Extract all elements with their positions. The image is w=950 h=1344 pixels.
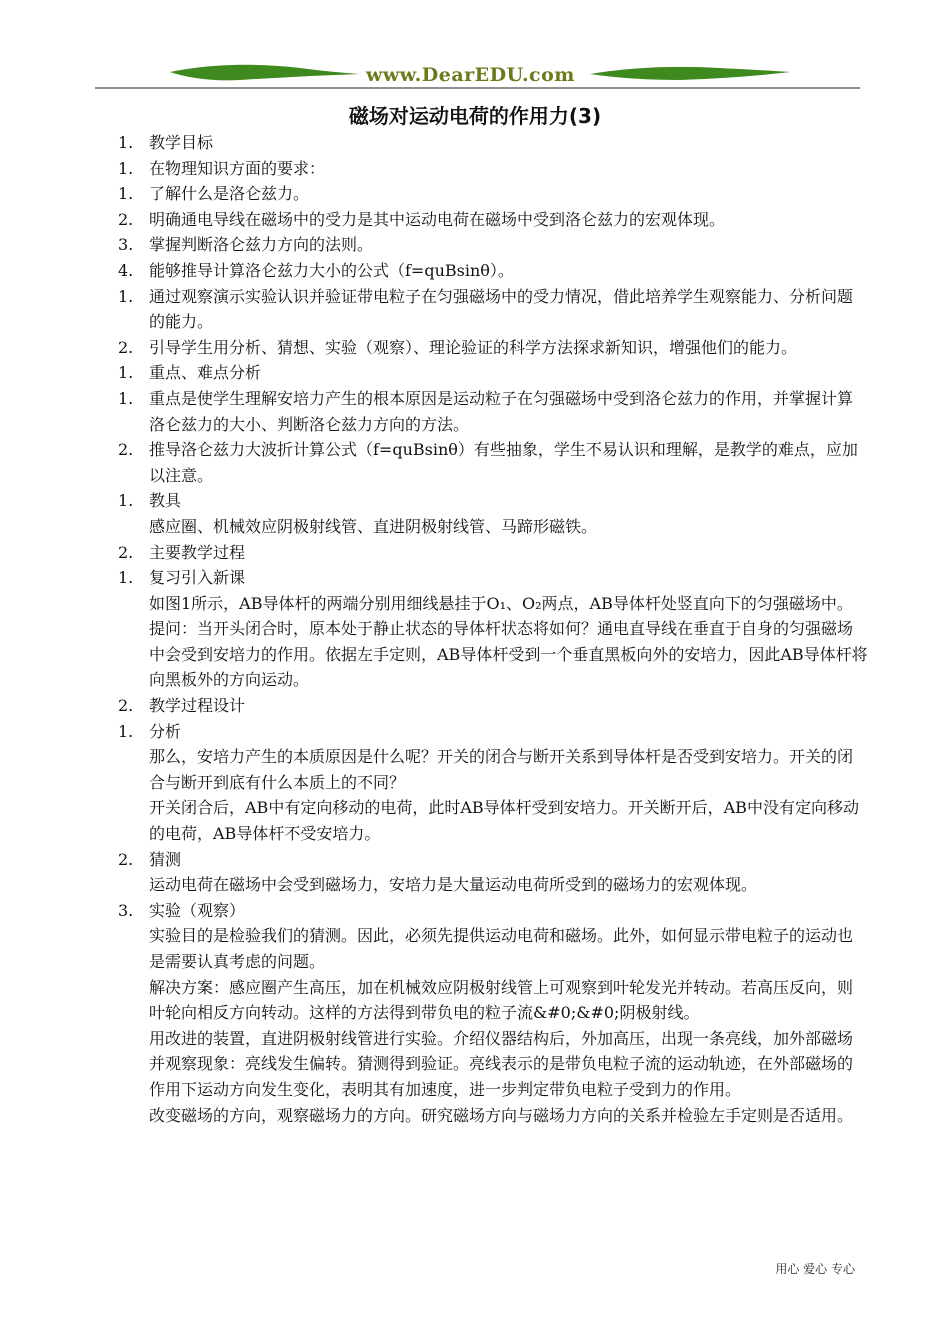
- document-body: [118, 130, 868, 1128]
- list-item-number: 2.: [118, 209, 134, 229]
- list-item-text: 推导洛仑兹力大波折计算公式（f=quBsinθ）有些抽象，学生不易认识和理解，是教学的难点，应加以注意。: [149, 440, 858, 485]
- list-item: [118, 719, 868, 745]
- list-item-number: 2.: [118, 849, 134, 869]
- list-item: [118, 693, 868, 719]
- list-item: [118, 335, 868, 361]
- list-item: [118, 565, 868, 591]
- list-item-number: 3.: [118, 900, 134, 920]
- list-item-number: 1.: [118, 491, 134, 511]
- list-item-text: 猜测: [149, 849, 182, 869]
- list-item-number: 1.: [118, 184, 134, 204]
- list-item-text: 了解什么是洛仑兹力。: [149, 184, 310, 204]
- list-item-number: 1.: [118, 568, 134, 588]
- site-header: [0, 52, 950, 92]
- list-item-text: 解决方案：感应圈产生高压，加在机械效应阴极射线管上可观察到叶轮发光并转动。若高压反向，则叶轮向相反方向转动。这样的方法得到带负电的粒子流&#0;&#0;阴极射线。: [149, 977, 854, 1023]
- list-item-number: 2.: [118, 440, 134, 460]
- site-logo-text[interactable]: www.DearEDU.com: [362, 64, 579, 86]
- list-item-text: 如图1所示，AB导体杆的两端分别用细线悬挂于O₁、O₂两点，AB导体杆处竖直向下的匀强磁场中。提问：当开头闭合时，原本处于静止状态的导体杆状态将如何？通电直导线在垂直于自身的匀强磁场中会受到安培力的作用。依据左手定则，AB导体杆受到一个垂直黑板向外的安培力，因此AB导体杆将向黑板外的方向运动。: [149, 593, 868, 690]
- body-paragraph: [118, 514, 868, 540]
- list-item-text: 复习引入新课: [149, 568, 246, 588]
- list-item-text: 教学目标: [149, 133, 214, 152]
- list-item: [118, 360, 868, 386]
- list-item: [118, 258, 868, 284]
- list-item-text: 在物理知识方面的要求：: [149, 158, 326, 178]
- page-footer: 用心 爱心 专心: [775, 1262, 855, 1276]
- body-paragraph: [118, 872, 868, 898]
- list-item-text: 实验（观察）: [149, 900, 246, 920]
- list-item-text: 重点是使学生理解安培力产生的根本原因是运动粒子在匀强磁场中受到洛仑兹力的作用，并掌握计算洛仑兹力的大小、判断洛仑兹力方向的方法。: [149, 388, 854, 434]
- list-item-text: 明确通电导线在磁场中的受力是其中运动电荷在磁场中受到洛仑兹力的宏观体现。: [149, 209, 726, 229]
- list-item-number: 1.: [118, 388, 134, 408]
- list-item-number: 2.: [118, 337, 134, 357]
- list-item-text: 实验目的是检验我们的猜测。因此，必须先提供运动电荷和磁场。此外，如何显示带电粒子的运动也是需要认真考虑的问题。: [149, 926, 854, 971]
- list-item-text: 引导学生用分析、猜想、实验（观察）、理论验证的科学方法探求新知识，增强他们的能力。: [149, 337, 798, 357]
- list-item-text: 掌握判断洛仑兹力方向的法则。: [149, 235, 374, 255]
- list-item: [118, 540, 868, 566]
- body-paragraph: [118, 591, 868, 693]
- body-paragraph: [118, 1103, 868, 1129]
- list-item: [118, 847, 868, 873]
- list-item-number: 1.: [118, 133, 134, 152]
- body-paragraph: [118, 923, 868, 974]
- list-item-text: 开关闭合后，AB中有定向移动的电荷，此时AB导体杆受到安培力。开关断开后，AB中没有定向移动的电荷，AB导体杆不受安培力。: [149, 798, 859, 844]
- list-item: [118, 232, 868, 258]
- list-item-text: 那么，安培力产生的本质原因是什么呢？开关的闭合与断开关系到导体杆是否受到安培力。开关的闭合与断开到底有什么本质上的不同？: [149, 747, 854, 792]
- list-item-number: 2.: [118, 542, 134, 562]
- page-title: 磁场对运动电荷的作用力(3): [348, 104, 602, 128]
- list-item-text: 主要教学过程: [149, 542, 246, 562]
- list-item-number: 1.: [118, 286, 134, 306]
- list-item-text: 教具: [149, 491, 182, 511]
- list-item-text: 分析: [149, 721, 182, 741]
- body-paragraph: [118, 744, 868, 795]
- list-item: [118, 207, 868, 233]
- list-item: [118, 130, 868, 156]
- list-item-number: 2.: [118, 696, 134, 716]
- list-item-text: 重点、难点分析: [149, 363, 262, 383]
- list-item: [118, 437, 868, 488]
- list-item-text: 通过观察演示实验认识并验证带电粒子在匀强磁场中的受力情况，借此培养学生观察能力、分析问题的能力。: [149, 286, 854, 332]
- list-item-text: 能够推导计算洛仑兹力大小的公式（f=quBsinθ）。: [149, 260, 514, 280]
- list-item-number: 1.: [118, 363, 134, 383]
- list-item: [118, 156, 868, 182]
- list-item: [118, 386, 868, 437]
- list-item: [118, 898, 868, 924]
- body-paragraph: [118, 1026, 868, 1103]
- list-item: [118, 488, 868, 514]
- list-item-text: 教学过程设计: [149, 696, 246, 716]
- list-item-number: 3.: [118, 235, 134, 255]
- list-item-number: 4.: [118, 260, 134, 280]
- list-item-number: 1.: [118, 721, 134, 741]
- body-paragraph: [118, 795, 868, 846]
- list-item-number: 1.: [118, 158, 134, 178]
- body-paragraph: [118, 975, 868, 1026]
- list-item: [118, 284, 868, 335]
- list-item-text: 改变磁场的方向，观察磁场力的方向。研究磁场方向与磁场力方向的关系并检验左手定则是否适用。: [149, 1105, 854, 1125]
- list-item-text: 感应圈、机械效应阴极射线管、直进阴极射线管、马蹄形磁铁。: [149, 516, 598, 536]
- list-item-text: 用改进的装置，直进阴极射线管进行实验。介绍仪器结构后，外加高压，出现一条亮线，加外部磁场并观察现象：亮线发生偏转。猜测得到验证。亮线表示的是带负电粒子流的运动轨迹，在外部磁场的作用下运动方向发生变化，表明其有加速度，进一步判定带负电粒子受到力的作用。: [149, 1028, 854, 1099]
- list-item: [118, 181, 868, 207]
- list-item-text: 运动电荷在磁场中会受到磁场力，安培力是大量运动电荷所受到的磁场力的宏观体现。: [149, 875, 758, 895]
